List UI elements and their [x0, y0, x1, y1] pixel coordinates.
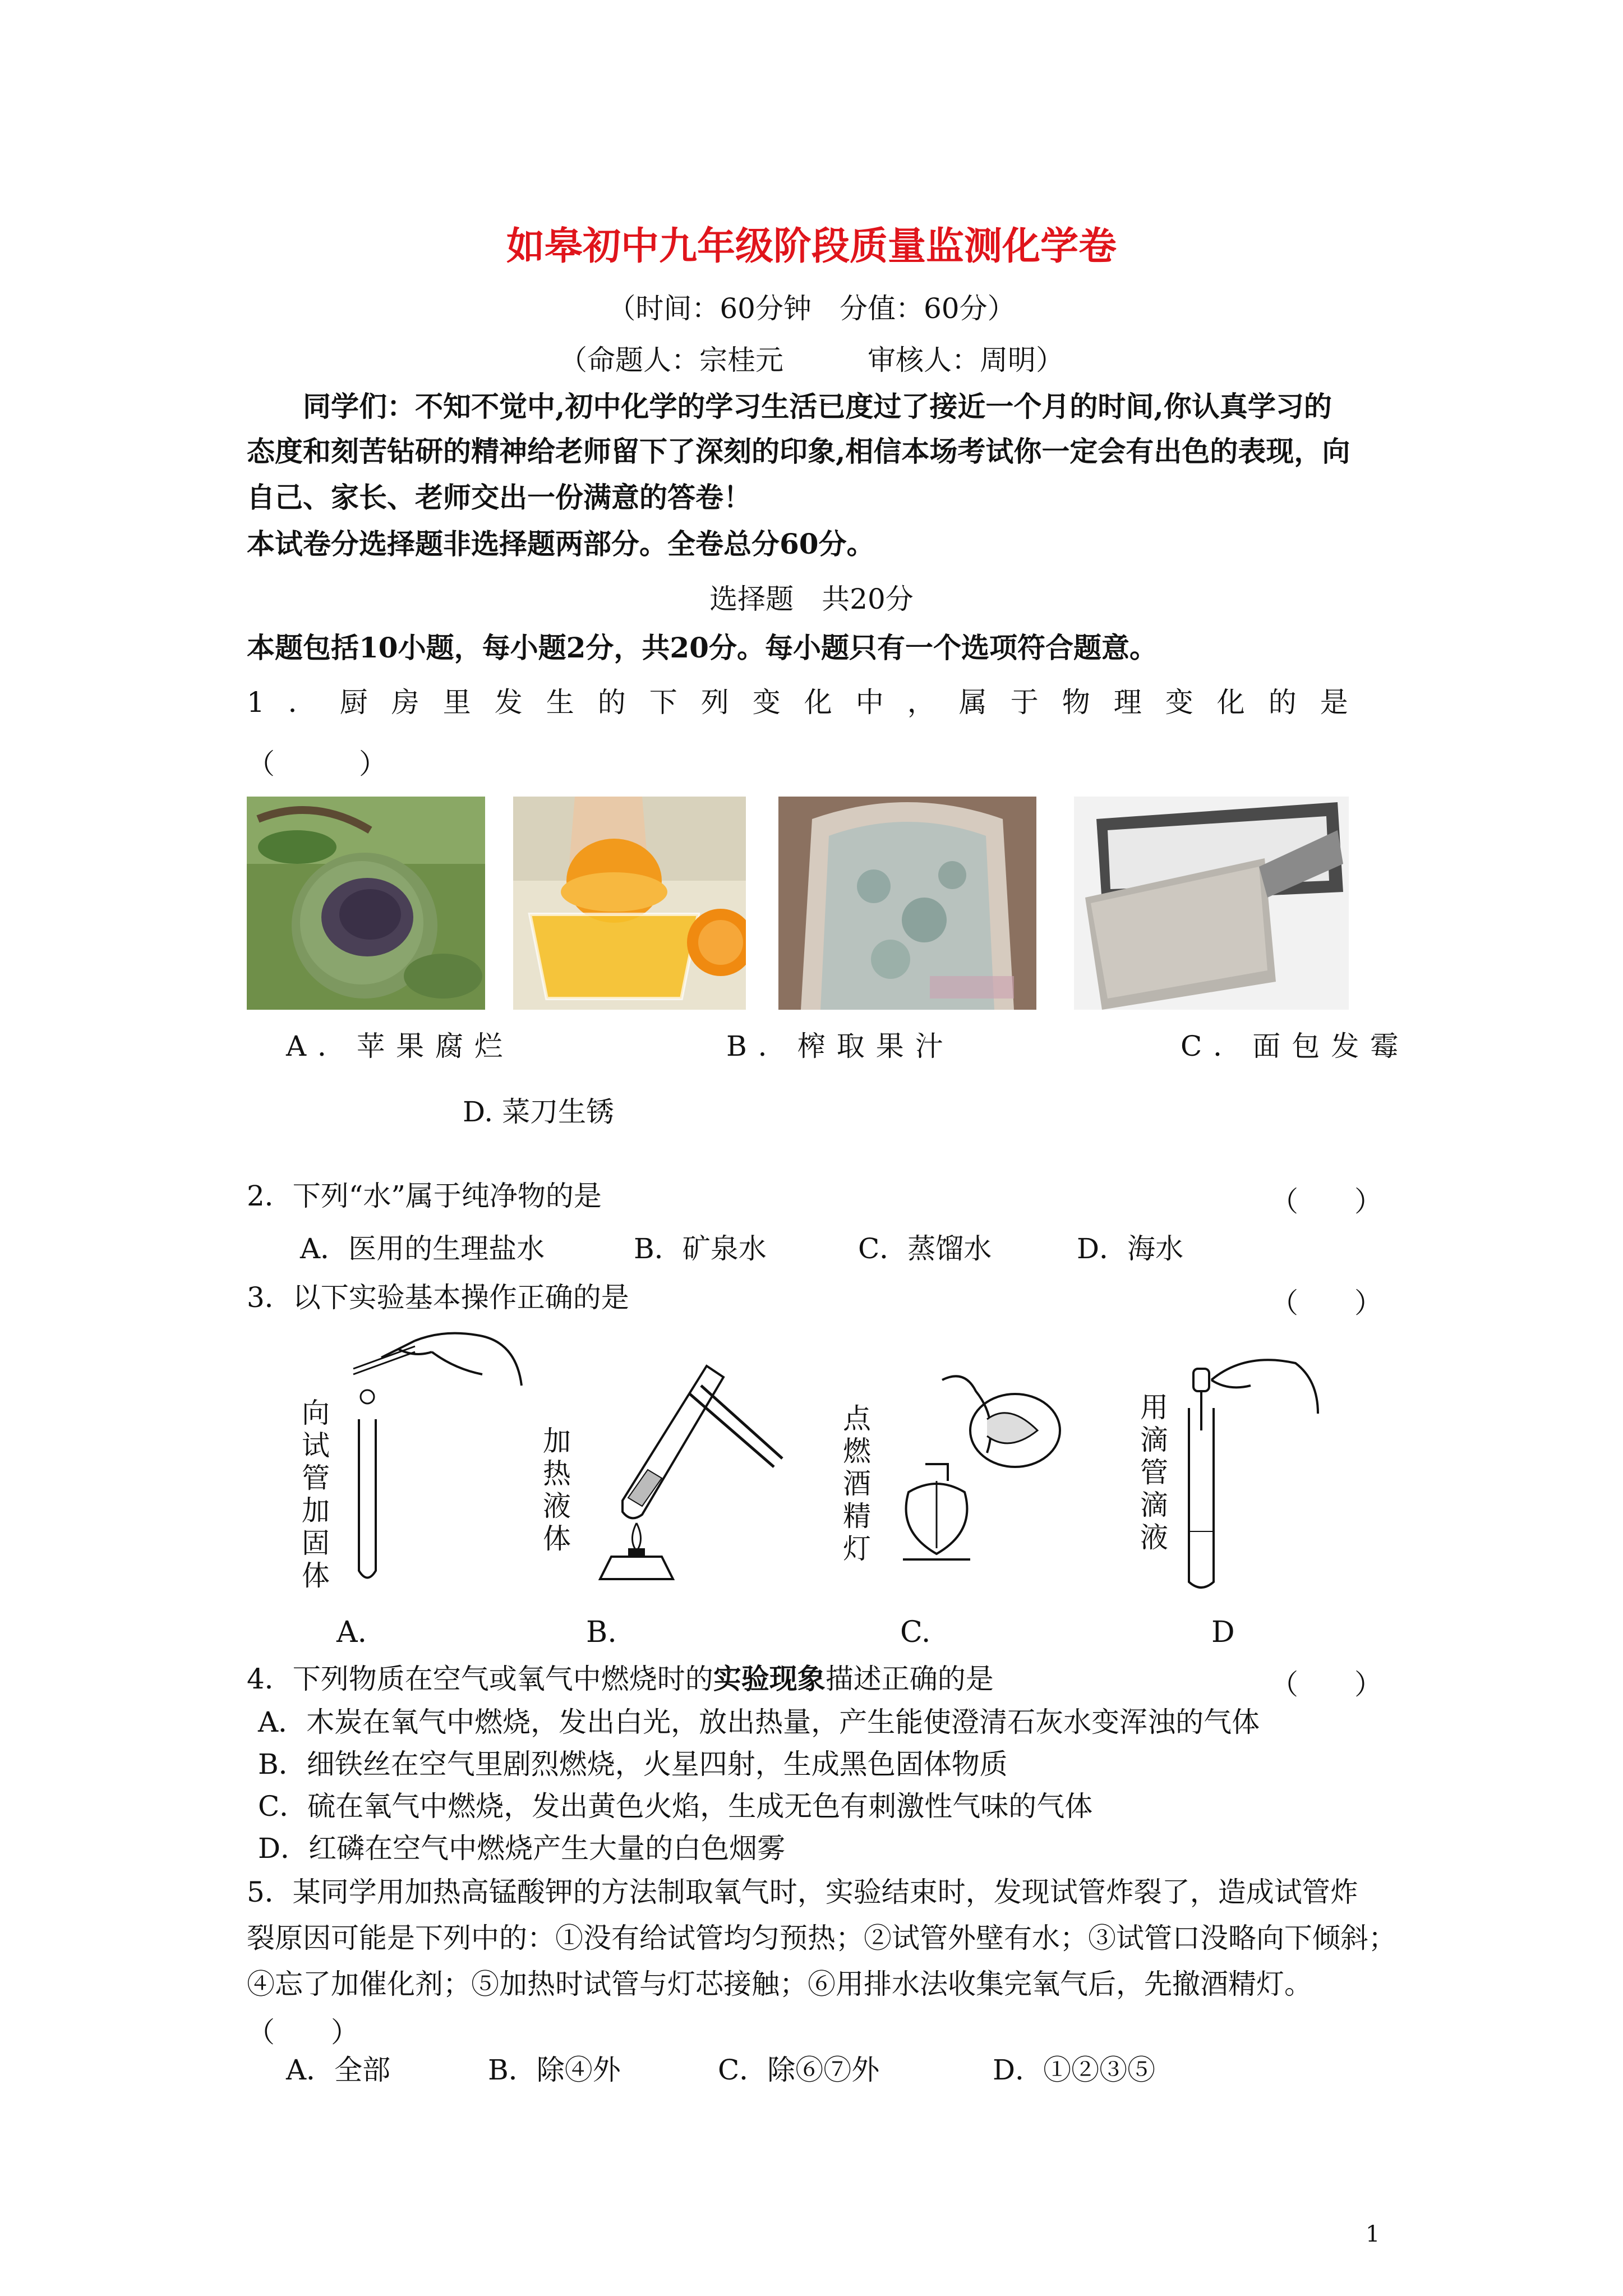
figure-dropper	[1178, 1346, 1324, 1593]
q2-stem: 2．下列“水”属于纯净物的是	[247, 1180, 602, 1212]
q3-caption-b: 加热液体	[543, 1425, 571, 1555]
figure-heating-liquid	[589, 1355, 791, 1590]
q5-option-c: C．除⑥⑦外	[718, 2054, 880, 2086]
q3-label-a: A.	[336, 1616, 367, 1649]
q5-option-a: A．全部	[286, 2054, 391, 2086]
q4-stem-pre: 4．下列物质在空气或氧气中燃烧时的	[247, 1663, 713, 1695]
q3-label-d: D	[1211, 1616, 1235, 1649]
q3-caption-d: 用滴管滴液	[1140, 1391, 1168, 1554]
q4-option-a: A．木炭在氧气中燃烧，发出白光，放出热量，产生能使澄清石灰水变浑浊的气体	[258, 1706, 1260, 1738]
section-instruction: 本题包括10小题，每小题2分，共20分。每小题只有一个选项符合题意。	[247, 631, 1158, 664]
photo-rotten-apple	[247, 797, 485, 1010]
q4-stem-bold: 实验现象	[713, 1662, 826, 1695]
q3-caption-a: 向试管加固体	[302, 1397, 330, 1592]
q4-stem-post: 描述正确的是	[825, 1663, 994, 1695]
q1-option-b: B．榨取果汁	[726, 1030, 955, 1062]
q1-option-a: A．苹果腐烂	[286, 1030, 514, 1062]
photo-rusty-knife	[1074, 797, 1349, 1010]
q3-stem: 3．以下实验基本操作正确的是	[247, 1281, 629, 1314]
q4-stem	[247, 1662, 994, 1696]
intro-line-2: 态度和刻苦钻研的精神给老师留下了深刻的印象,相信本场考试你一定会有出色的表现，向	[247, 435, 1350, 468]
page-title: 如皋初中九年级阶段质量监测化学卷	[506, 224, 1117, 269]
q1-option-c: C．面包发霉	[1181, 1030, 1410, 1062]
q4-option-b: B．细铁丝在空气里剧烈燃烧，火星四射，生成黑色固体物质	[258, 1748, 1008, 1780]
q3-answer-paren: （ ）	[1270, 1287, 1382, 1319]
q1-option-d: D. 菜刀生锈	[463, 1096, 615, 1128]
q1-answer-paren: （ ）	[247, 748, 387, 780]
q5-option-d: D．①②③⑤	[993, 2054, 1156, 2086]
section-heading: 选择题 共20分	[709, 583, 914, 615]
q2-answer-paren: （ ）	[1270, 1185, 1382, 1218]
paper-note: 本试卷分选择题非选择题两部分。全卷总分60分。	[247, 527, 875, 560]
q3-caption-c: 点燃酒精灯	[843, 1402, 871, 1565]
figure-adding-solid	[348, 1318, 527, 1588]
page-number: 1	[1366, 2221, 1380, 2247]
q4-answer-paren: （ ）	[1270, 1668, 1382, 1701]
q3-label-c: C.	[900, 1616, 931, 1649]
q1-stem: 1．厨房里发生的下列变化中，属于物理变化的是	[247, 686, 1372, 719]
q2-option-b: B．矿泉水	[634, 1232, 767, 1265]
exam-authors: （命题人：宗桂元 审核人：周明）	[559, 344, 1064, 376]
q5-line-2: 裂原因可能是下列中的：①没有给试管均匀预热；②试管外壁有水；③试管口没略向下倾斜；	[247, 1922, 1396, 1954]
intro-line-3: 自己、家长、老师交出一份满意的答卷！	[247, 481, 751, 514]
q2-option-a: A．医用的生理盐水	[300, 1232, 545, 1265]
q3-label-b: B.	[586, 1616, 617, 1649]
exam-time-score: （时间：60分钟 分值：60分）	[607, 292, 1016, 325]
intro-line-1: 同学们：不知不觉中,初中化学的学习生活已度过了接近一个月的时间,你认真学习的	[303, 390, 1332, 423]
q5-line-1: 5．某同学用加热高锰酸钾的方法制取氧气时，实验结束时，发现试管炸裂了，造成试管炸	[247, 1876, 1358, 1908]
q5-option-b: B．除④外	[488, 2054, 621, 2086]
q2-option-d: D．海水	[1077, 1232, 1184, 1265]
q4-option-c: C．硫在氧气中燃烧，发出黄色火焰，生成无色有刺激性气味的气体	[258, 1790, 1093, 1823]
q2-option-c: C．蒸馏水	[858, 1232, 992, 1265]
photo-juicing-orange	[513, 797, 746, 1010]
q5-answer-paren: （ ）	[247, 2016, 359, 2049]
q5-line-3: ④忘了加催化剂；⑤加热时试管与灯芯接触；⑥用排水法收集完氧气后，先撤酒精灯。	[247, 1968, 1312, 2000]
q4-option-d: D．红磷在空气中燃烧产生大量的白色烟雾	[258, 1832, 786, 1865]
figure-lighting-lamp	[886, 1369, 1066, 1582]
photo-moldy-bread	[778, 797, 1036, 1010]
